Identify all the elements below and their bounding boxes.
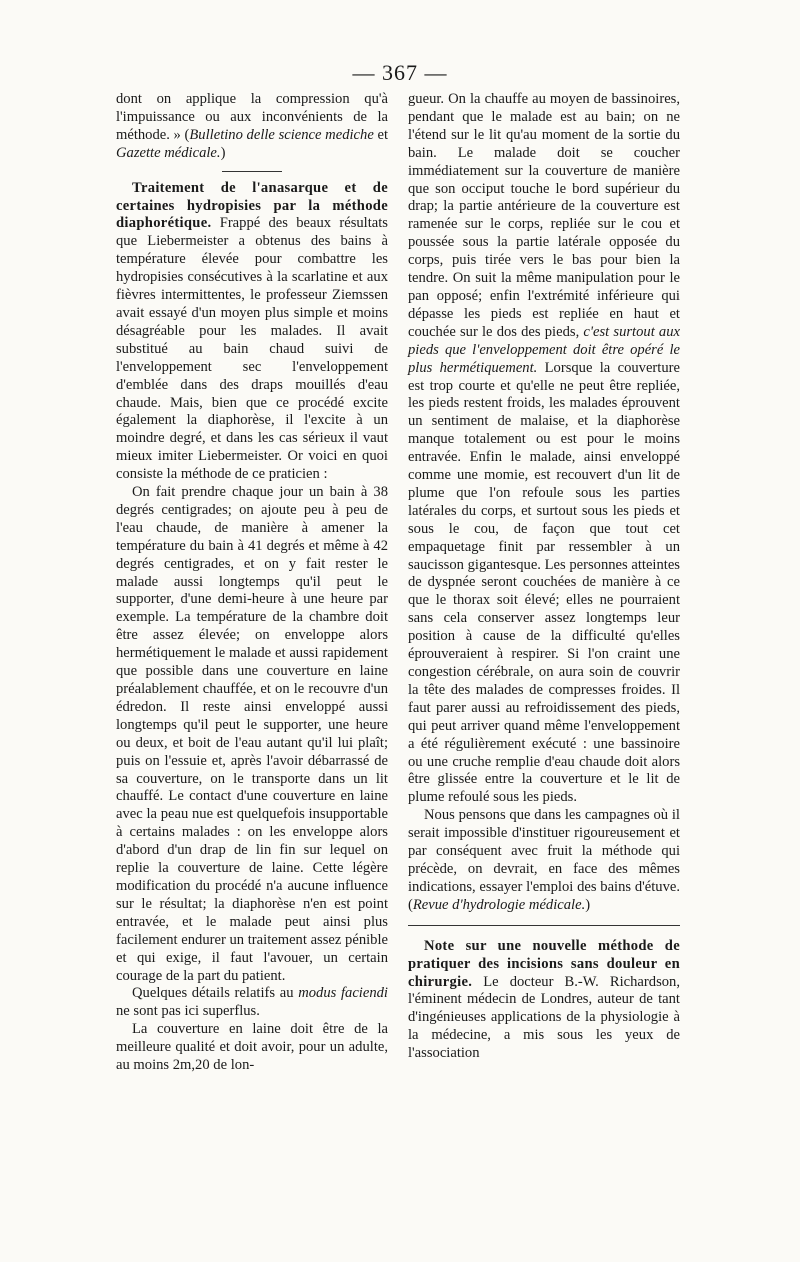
- paragraph: Quelques détails relatifs au modus faciendi ne sont pas ici superflus.: [116, 985, 388, 1020]
- article-heading: Traitement de l'anasarque et de certaines hydropisies par la méthode diaphorétique.: [116, 179, 388, 232]
- citation: Bulletino delle science mediche: [189, 126, 374, 143]
- paragraph: dont on applique la compression qu'à l'impuissance ou aux inconvénients de la méthode. » (Bulletino delle science mediche et Gazette médicale.): [116, 91, 389, 161]
- left-column: [116, 91, 388, 1075]
- paragraph: Nous pensons que dans les campagnes où il serait impossible d'instituer rigoureusement et par conséquent avec fruit la méthode qui précède, on devrait, en face des mêmes indications, essayer l'emploi des bains d'étuve. (Revue d'hydrologie médicale.): [408, 807, 680, 913]
- paragraph: Note sur une nouvelle méthode de pratiquer des incisions sans douleur en chirurgie. Le docteur B.-W. Richardson, l'éminent médecin de Londres, auteur de tant d'ingénieuses applications de la physiologie à la médecine, a mis sous les yeux de l'association: [408, 937, 680, 1062]
- divider: [408, 925, 680, 926]
- page-number: — 367 —: [352, 60, 448, 85]
- paragraph: gueur. On la chauffe au moyen de bassinoires, pendant que le malade est au bain; on ne l'étend sur le lit qu'au moment de la sortie du bain. Le malade doit se coucher immédiatement sur la couverture de manière que son occiput touche le bord supérieur du drap; la partie antérieure de la couverture est ramenée sur le corps, repliée sur le cou et poussée sous la partie latérale opposée du corps, puis tirée vers le bas pour bien la tendre. On suit la même manipulation pour le pan opposé; enfin l'extrémité inférieure qui dépasse les pieds est repliée en haut et couchée sur le dos des pieds, c'est surtout aux pieds que l'enveloppement doit être opéré le plus hermétiquement. Lorsque la couverture est trop courte et qu'elle ne peut être repliée, les pieds restent froids, les malades éprouvent un sentiment de malaise, et la diaphorèse manque totalement ou est pour le moins entravée. Enfin le malade, ainsi enveloppé comme une momie, est recouvert d'un lit de plume que l'on refoule sous les parties latérales du corps, et surtout sous les pieds et sous le cou, de façon que tout cet empaquetage finit par ressembler à un saucisson gigantesque. Les personnes atteintes de dyspnée seront couchées de manière à ce que le thorax soit élevé; elles ne pourraient sans cela conserver assez longtemps leur position à cause de la difficulté qu'elles éprouveraient à respirer. Si l'on craint une congestion cérébrale, on aura soin de couvrir la tête des malades de compresses froides. Il faut parer aussi au refroidissement des pieds, qui peut arriver quand même l'enveloppement a été régulièrement exécuté : une bassinoire ou une cruche remplie d'eau chaude doit alors être glissée entre la couverture et le lit de plume refoulé sous les pieds.: [408, 91, 680, 806]
- paragraph: La couverture en laine doit être de la meilleure qualité et doit avoir, pour un adulte, au moins 2m,20 de lon-: [116, 1021, 388, 1074]
- paragraph: On fait prendre chaque jour un bain à 38 degrés centigrades; on ajoute peu à peu de l'eau chaude, de manière à amener la température du bain à 41 degrés et même à 42 degrés centigrades, et on y fait rester le malade aussi longtemps qu'il peut le supporter, d'une demi-heure à une heure par exemple. La température de la chambre doit être assez élevée; on enveloppe alors hermétiquement le malade et aussi rapidement que possible dans une couverture en laine préalablement chauffée, et on le recouvre d'un édredon. Il reste ainsi enveloppé aussi longtemps qu'il peut le supporter, une heure ou deux, et boit de l'eau autant qu'il lui plaît; puis on l'essuie et, après l'avoir débarrassé de sa couverture, on le transporte dans un lit chauffé. Le contact d'une couverture en laine avec la peau nue est quelquefois insupportable à certains malades : on les enveloppe alors d'abord d'un drap de lin fin sur lequel on replie la couverture de laine. Cette légère modification du procédé n'a aucune influence sur le résultat; la diaphorèse n'en est point entravée, et le malade peut ainsi plus facilement endurer un traitement assez pénible et qui exige, il faut l'avouer, un certain courage de la part du patient.: [116, 484, 388, 984]
- citation: Revue d'hydrologie médicale.: [412, 896, 586, 913]
- divider: [222, 171, 282, 172]
- paragraph: Traitement de l'anasarque et de certaines hydropisies par la méthode diaphorétique. Frappé des beaux résultats que Liebermeister a obtenus des bains à température élevée pour combattre les hydropisies consécutives à la scarlatine et aux fièvres intermittentes, le professeur Ziemssen avait essayé d'un moyen plus simple et moins désagréable pour les malades. Il avait substitué au bain chaud suivi de l'enveloppement sec l'enveloppement d'emblée dans des draps mouillés d'eau chaude. Mais, bien que ce procédé excite également la diaphorèse, il l'excite à un moindre degré, et dans les cas sérieux il vaut mieux imiter Liebermeister. Or voici en quoi consiste la méthode de ce praticien :: [116, 179, 388, 483]
- article-heading: Note sur une nouvelle méthode de pratiquer des incisions sans douleur en chirurgie.: [408, 937, 680, 990]
- emphasis: c'est surtout aux pieds que l'enveloppement doit être opéré le plus hermétiquement.: [408, 323, 680, 376]
- citation: Gazette médicale.: [116, 144, 221, 161]
- right-column: [408, 91, 680, 1063]
